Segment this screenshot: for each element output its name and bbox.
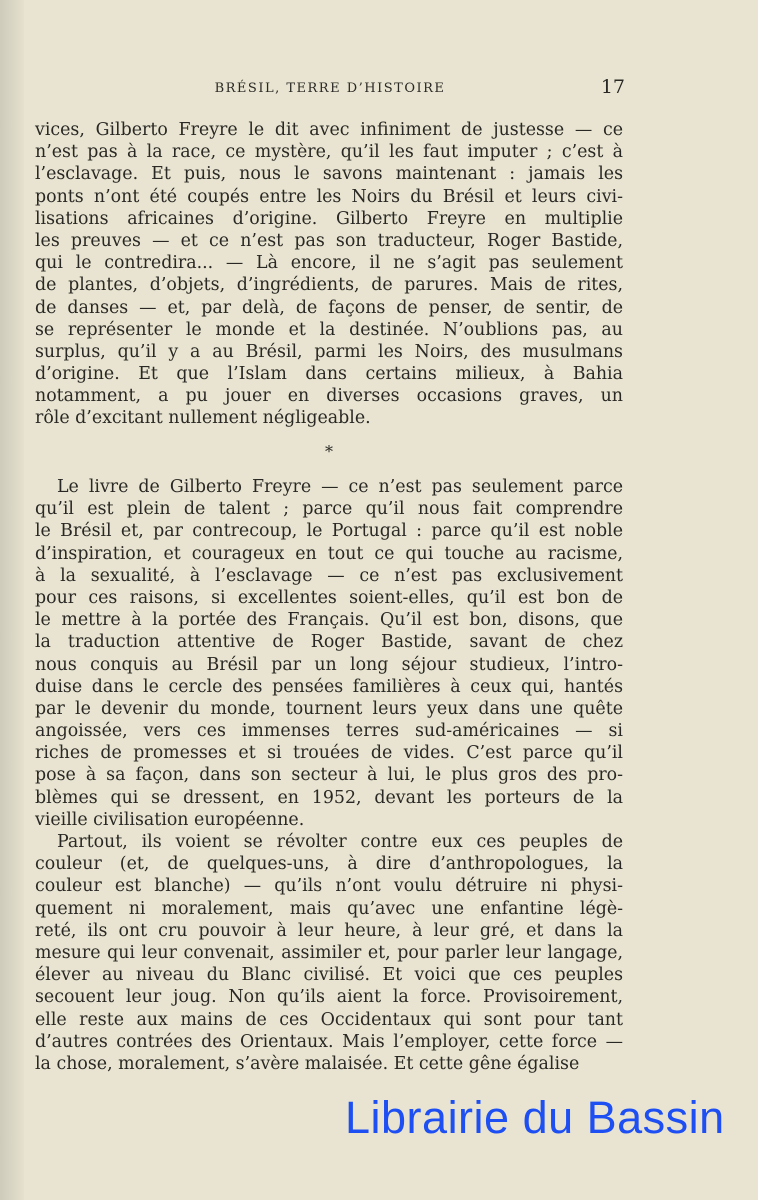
text-line: de danses — et, par delà, de façons de penser, de sentir, de <box>35 297 623 318</box>
text-line: Partout, ils voient se révolter contre eux ces peuples de <box>57 832 623 852</box>
text-line: le mettre à la portée des Français. Qu’il est bon, disons, que <box>35 610 623 631</box>
text-line: pose à sa façon, dans son secteur à lui, le plus gros des pro- <box>35 765 623 786</box>
text-line: qui le contredira... — Là encore, il ne s’agit pas seulement <box>35 253 623 274</box>
text-line: lisations africaines d’origine. Gilberto Freyre en multiplie <box>35 208 623 229</box>
text-line: mesure qui leur convenait, assimiler et, pour parler leur langage, <box>35 942 623 963</box>
text-line: d’inspiration, et courageux en tout ce qui touche au racisme, <box>35 543 623 564</box>
text-line: angoissée, vers ces immenses terres sud-américaines — si <box>35 721 623 742</box>
text-line: secouent leur joug. Non qu’ils aient la force. Provisoirement, <box>35 987 623 1008</box>
text-line: nous conquis au Brésil par un long séjour studieux, l’intro- <box>35 654 623 675</box>
text-line: quement ni moralement, mais qu’avec une enfantine légè- <box>35 898 623 919</box>
text-line: le Brésil et, par contrecoup, le Portugal : parce qu’il est noble <box>35 521 623 542</box>
text-line: la chose, moralement, s’avère malaisée. Et cette gêne égalise <box>35 1053 580 1074</box>
paragraph-2 <box>35 476 623 831</box>
text-line: surplus, qu’il y a au Brésil, parmi les Noirs, des musulmans <box>35 341 623 362</box>
text-line: d’autres contrées des Orientaux. Mais l’employer, cette force — <box>35 1031 623 1052</box>
text-line: élever au niveau du Blanc civilisé. Et voici que ces peuples <box>35 965 623 986</box>
watermark: Librairie du Bassin <box>345 1092 725 1143</box>
text-line: d’origine. Et que l’Islam dans certains milieux, à Bahia <box>35 364 623 385</box>
text-line: blèmes qui se dressent, en 1952, devant les porteurs de la <box>35 787 623 808</box>
text-line: qu’il est plein de talent ; parce qu’il nous fait comprendre <box>35 499 623 520</box>
paragraph-3 <box>35 831 623 1075</box>
running-title: BRÉSIL, TERRE D’HISTOIRE <box>214 81 446 96</box>
text-line: les preuves — et ce n’est pas son traducteur, Roger Bastide, <box>35 230 623 251</box>
text-line: de plantes, d’objets, d’ingrédients, de parures. Mais de rites, <box>35 275 623 296</box>
section-separator: * <box>325 442 333 461</box>
text-line: elle reste aux mains de ces Occidentaux qui sont pour tant <box>35 1009 623 1030</box>
text-line: vices, Gilberto Freyre le dit avec infiniment de justesse — ce <box>35 120 623 140</box>
paragraph-1 <box>35 119 623 430</box>
text-line: riches de promesses et si trouées de vides. C’est parce qu’il <box>35 743 623 764</box>
text-line: l’esclavage. Et puis, nous le savons maintenant : jamais les <box>35 164 623 185</box>
text-line: duise dans le cercle des pensées familières à ceux qui, hantés <box>35 676 623 697</box>
text-line: couleur (et, de quelques-uns, à dire d’anthropologues, la <box>35 854 623 875</box>
text-line: rôle d’excitant nullement négligeable. <box>35 408 371 429</box>
text-line: vieille civilisation européenne. <box>35 809 305 830</box>
text-line: n’est pas à la race, ce mystère, qu’il les faut imputer ; c’est à <box>35 142 623 163</box>
facing-page-bleed <box>0 0 24 1200</box>
text-line: à la sexualité, à l’esclavage — ce n’est pas exclusivement <box>35 565 623 586</box>
text-line: ponts n’ont été coupés entre les Noirs du Brésil et leurs civi- <box>35 186 623 207</box>
text-line: se représenter le monde et la destinée. N’oublions pas, au <box>35 319 623 340</box>
text-line: couleur est blanche) — qu’ils n’ont voulu détruire ni physi- <box>35 876 623 897</box>
page-header <box>35 76 625 100</box>
page-number: 17 <box>600 76 625 98</box>
text-line: Le livre de Gilberto Freyre — ce n’est pas seulement parce <box>57 477 623 497</box>
text-line: pour ces raisons, si excellentes soient-elles, qu’il est bon de <box>35 587 623 608</box>
text-line: reté, ils ont cru pouvoir à leur heure, à leur gré, et dans la <box>35 920 623 941</box>
text-line: par le devenir du monde, tournent leurs yeux dans une quête <box>35 698 623 719</box>
text-line: la traduction attentive de Roger Bastide, savant de chez <box>35 632 623 653</box>
text-line: notamment, a pu jouer en diverses occasions graves, un <box>35 386 623 407</box>
